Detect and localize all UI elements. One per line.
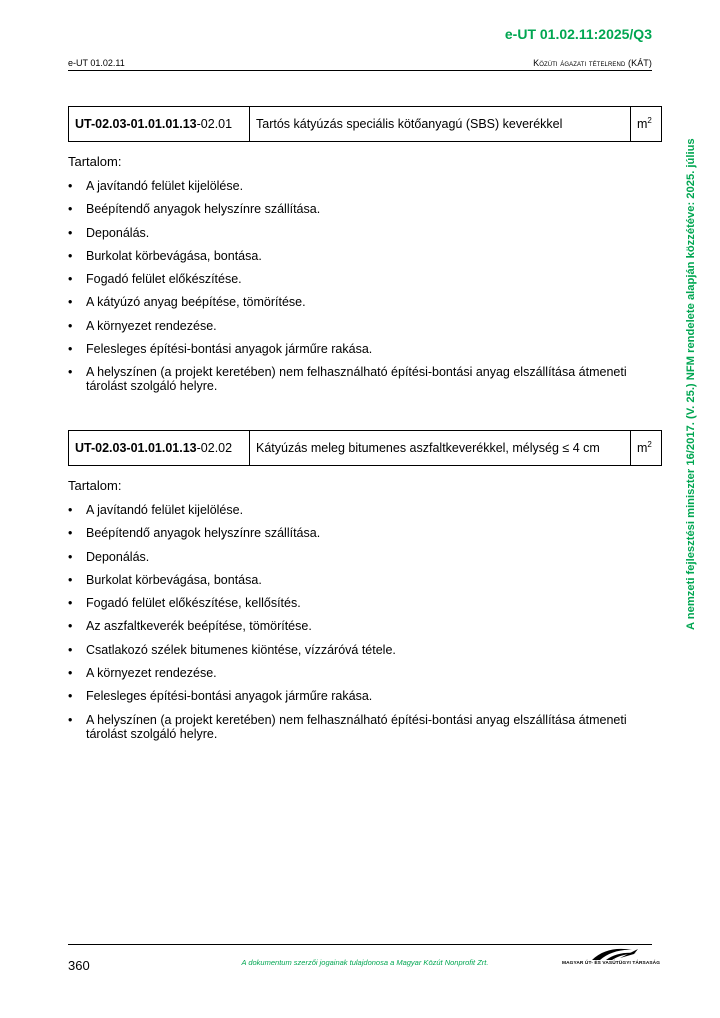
header-right: Közúti ágazati tételrend (KÁT): [533, 58, 652, 68]
item-code: [69, 431, 250, 466]
list-item: • Felesleges építési-bontási anyagok járműre rakása.: [68, 342, 628, 356]
item-title: Tartós kátyúzás speciális kötőanyagú (SBS) keverékkel: [250, 107, 631, 142]
list-item: • Csatlakozó szélek bitumenes kiöntése, vízzáróvá tétele.: [68, 643, 628, 657]
header-rule: [68, 70, 652, 71]
item-code-suffix: -02.01: [196, 117, 233, 131]
list-item: • Beépítendő anyagok helyszínre szállítása.: [68, 202, 628, 216]
list-item: • Fogadó felület előkészítése, kellősítés.: [68, 596, 628, 610]
copyright-notice: A dokumentum szerzői jogainak tulajdonosa a Magyar Közút Nonprofit Zrt.: [241, 958, 489, 967]
list-item: • A javítandó felület kijelölése.: [68, 179, 628, 193]
list-item: • A javítandó felület kijelölése.: [68, 503, 628, 517]
content-label: Tartalom:: [68, 154, 122, 169]
unit-base: m: [637, 117, 648, 132]
list-item: • A helyszínen (a projekt keretében) nem felhasználható építési-bontási anyag elszállítása átmeneti tárolást szolgáló helyre.: [68, 365, 628, 393]
list-item: • Fogadó felület előkészítése.: [68, 272, 628, 286]
list-item: • A környezet rendezése.: [68, 666, 628, 680]
side-note: [672, 100, 698, 630]
item-code-main: UT-02.03-01.01.01.13: [75, 441, 197, 455]
unit-base: m: [637, 441, 648, 456]
list-item: • Deponálás.: [68, 550, 628, 564]
item-header-table-1: [68, 106, 662, 142]
item-unit: [631, 107, 662, 142]
footer-rule: [68, 944, 652, 945]
bullet-list-1: [68, 179, 628, 403]
list-item: • Burkolat körbevágása, bontása.: [68, 573, 628, 587]
item-code-main: UT-02.03-01.01.01.13: [75, 117, 197, 131]
unit-exponent: 2: [647, 116, 652, 126]
item-code: [69, 107, 250, 142]
list-item: • Az aszfaltkeverék beépítése, tömörítése.: [68, 619, 628, 633]
list-item: • Felesleges építési-bontási anyagok járműre rakása.: [68, 689, 628, 703]
header-left: e-UT 01.02.11: [68, 58, 125, 68]
page-number: 360: [68, 958, 90, 973]
bullet-list-2: [68, 503, 628, 750]
item-header-table-2: [68, 430, 662, 466]
item-code-suffix: -02.02: [196, 441, 233, 455]
list-item: • A helyszínen (a projekt keretében) nem felhasználható építési-bontási anyag elszállítása átmeneti tárolást szolgáló helyre.: [68, 713, 628, 741]
list-item: • Beépítendő anyagok helyszínre szállítása.: [68, 526, 628, 540]
list-item: • A kátyúzó anyag beépítése, tömörítése.: [68, 295, 628, 309]
list-item: • A környezet rendezése.: [68, 319, 628, 333]
item-unit: [631, 431, 662, 466]
document-code: e-UT 01.02.11:2025/Q3: [504, 26, 652, 42]
content-label: Tartalom:: [68, 478, 122, 493]
list-item: • Deponálás.: [68, 226, 628, 240]
item-title: Kátyúzás meleg bitumenes aszfaltkeverékkel, mélység ≤ 4 cm: [250, 431, 631, 466]
logo-text: MAGYAR ÚT- ÉS VASÚTÜGYI TÁRSASÁG: [562, 961, 661, 966]
unit-exponent: 2: [647, 440, 652, 450]
logo-swoosh-icon: [562, 946, 654, 962]
company-logo: [562, 946, 661, 970]
list-item: • Burkolat körbevágása, bontása.: [68, 249, 628, 263]
side-note-text: A nemzeti fejlesztési miniszter 16/2017. (V. 25.) NFM rendelete alapján közzétéve: 2025. július: [685, 138, 697, 630]
